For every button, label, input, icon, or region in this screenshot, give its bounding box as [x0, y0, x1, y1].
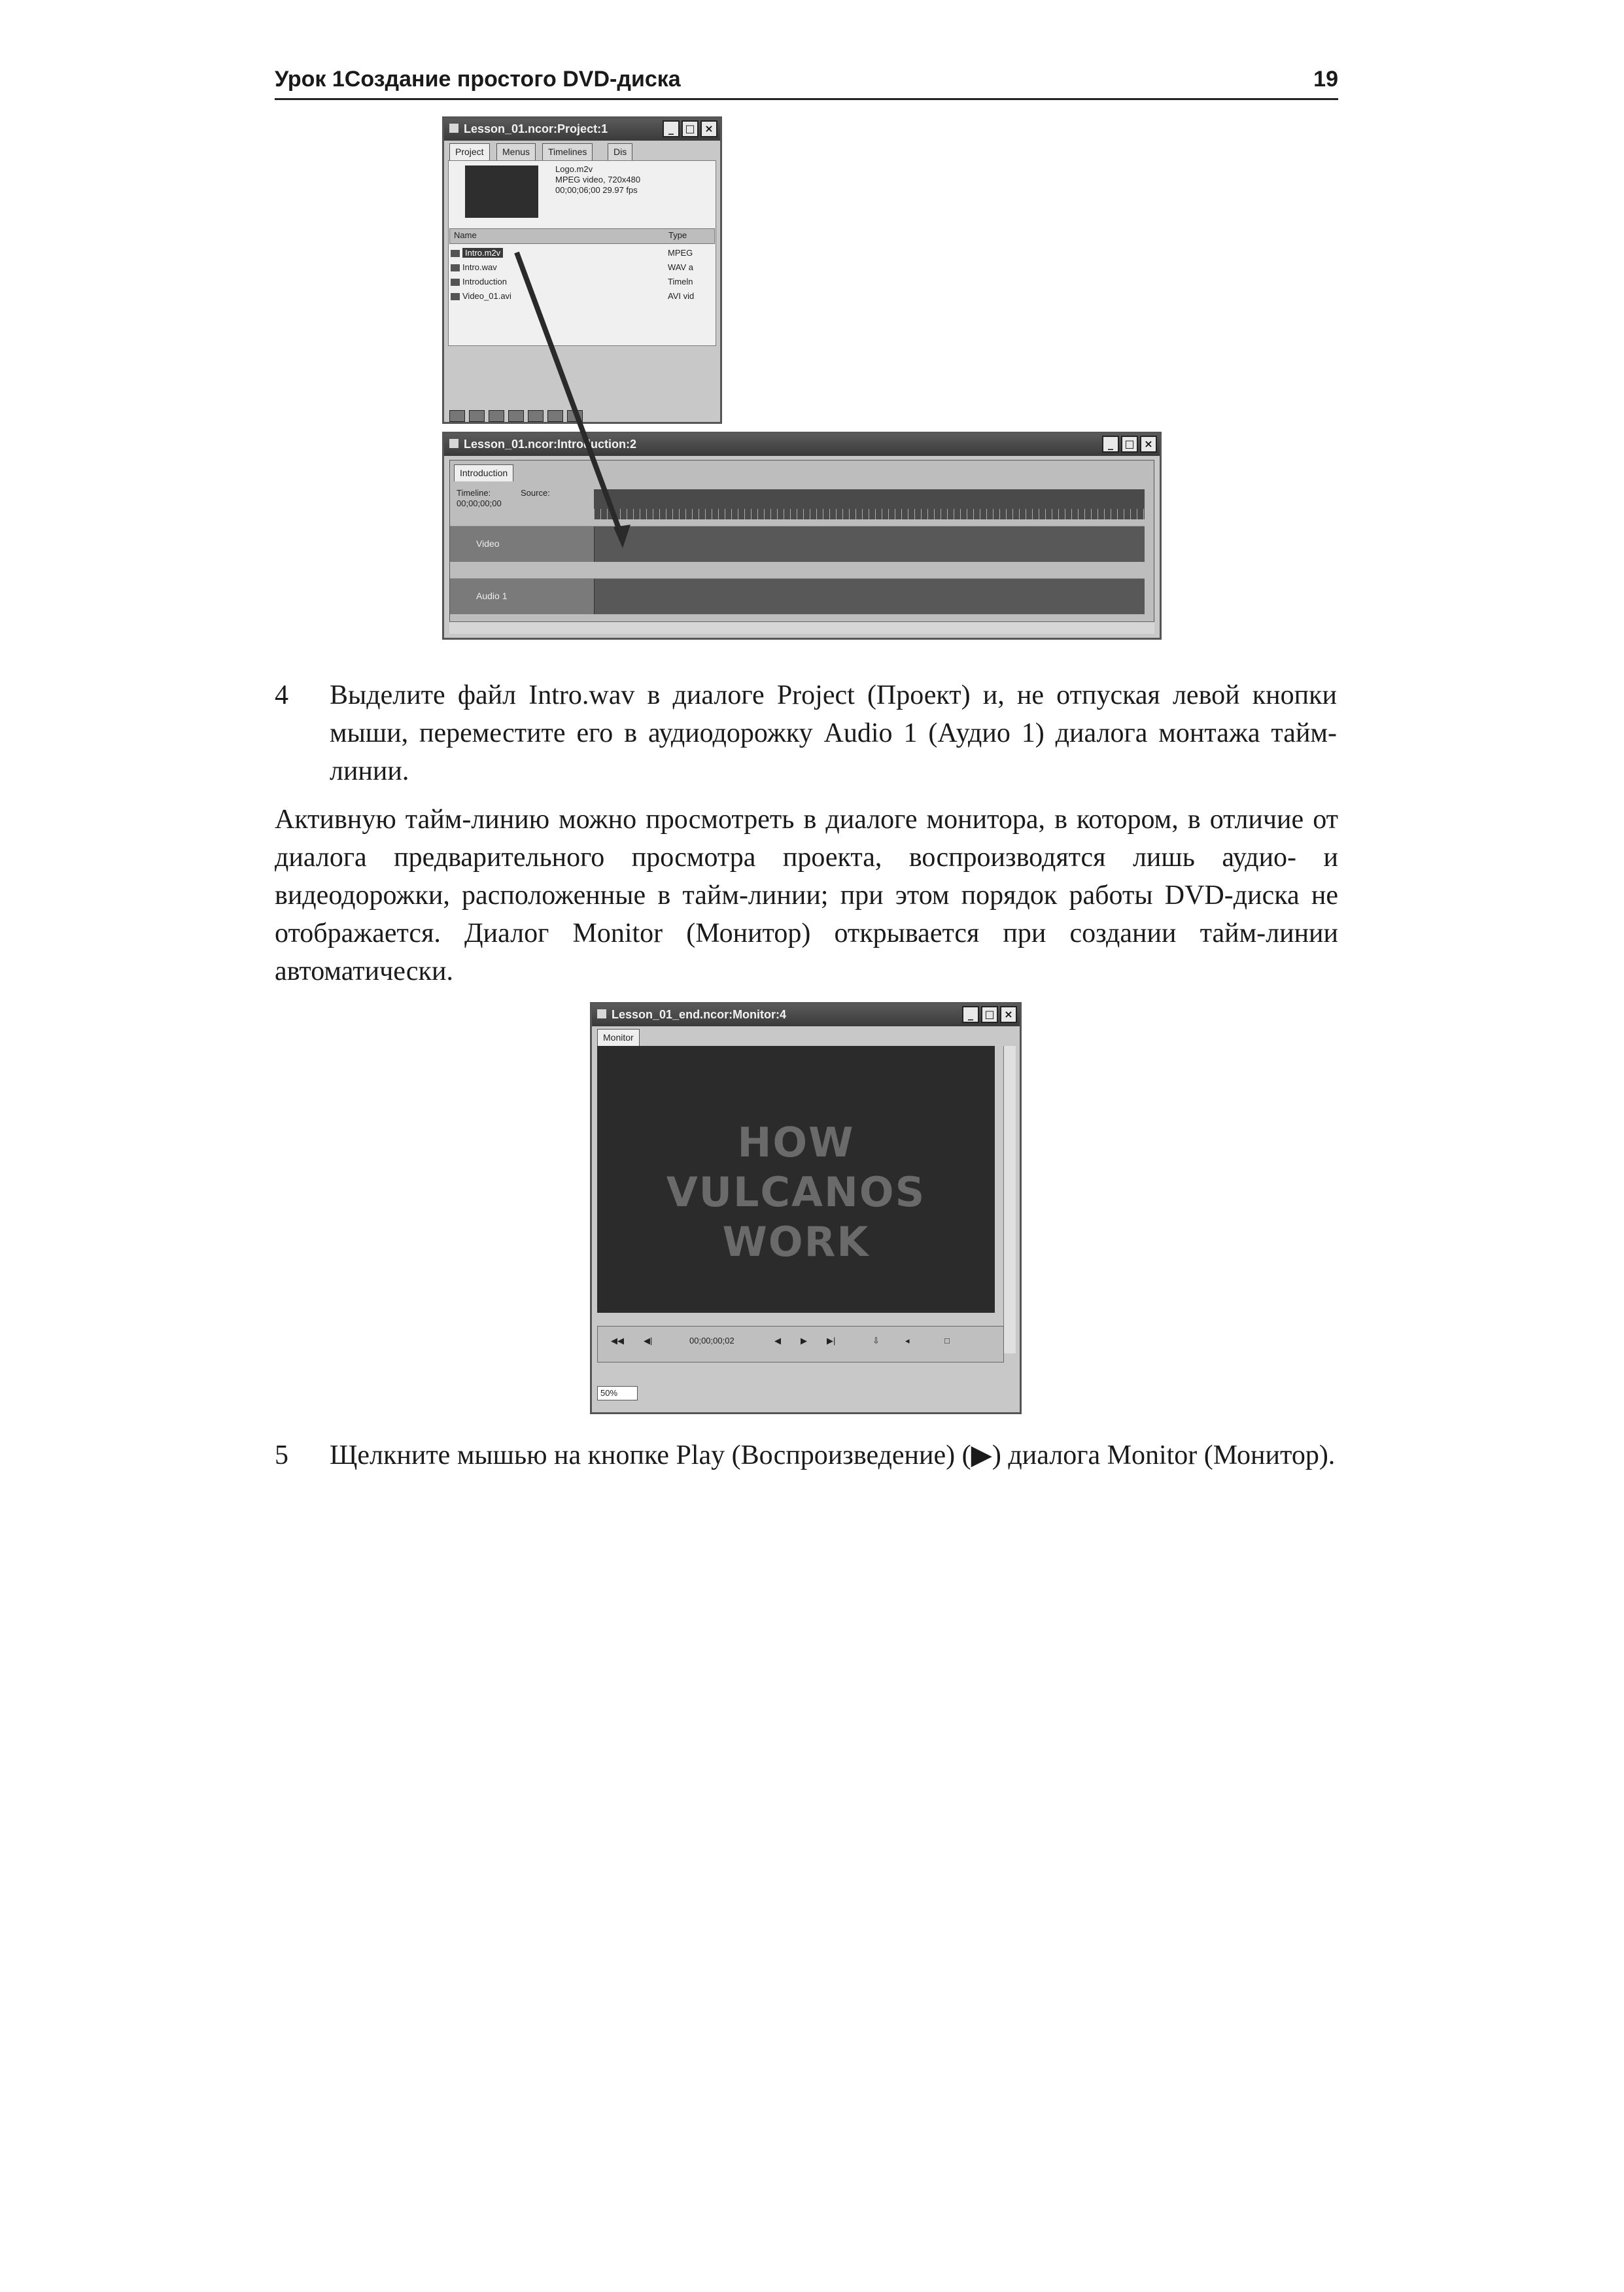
tab-timelines[interactable]: Timelines: [542, 143, 593, 160]
clip-timecode: 00;00;06;00 29.97 fps: [555, 185, 638, 195]
audio-track-label: Audio 1: [476, 591, 508, 601]
monitor-title: Lesson_01_end.ncor:Monitor:4: [612, 1008, 787, 1021]
item-type: Timeln: [668, 277, 693, 286]
step-text: [330, 1436, 1337, 1474]
zoom-select[interactable]: 50%: [597, 1386, 638, 1400]
clip-name: Logo.m2v: [555, 164, 593, 174]
timeline-label: Timeline:: [457, 488, 491, 498]
minimize-icon[interactable]: _: [1102, 436, 1119, 453]
video-text-line: WORK: [722, 1218, 870, 1266]
step-forward-icon[interactable]: ▶|: [827, 1336, 836, 1346]
rewind-icon[interactable]: ◀◀: [611, 1336, 624, 1346]
monitor-window: [590, 1002, 1022, 1414]
close-icon[interactable]: ×: [700, 120, 717, 137]
export-icon[interactable]: □: [944, 1336, 950, 1346]
step-number: 5: [275, 1440, 288, 1470]
column-name[interactable]: Name: [454, 230, 477, 240]
clip-format: MPEG video, 720x480: [555, 175, 641, 184]
monitor-timecode[interactable]: 00;00;00;02: [689, 1336, 734, 1346]
step-text-part: Щелкните мышью на кнопке Play (Воспроизведение): [330, 1440, 956, 1470]
body-paragraph: Активную тайм-линию можно просмотреть в диалоге монитора, в котором, в отличие от диалога предварительного просмотра проекта, воспроизводятся лишь аудио- и видеодорожки, расположенные в тайм-линии; при этом порядок работы DVD-диска не отображается. Диалог Monitor (Монитор) открывается при создании тайм-линии автоматически.: [275, 805, 1338, 986]
tab-menus[interactable]: Menus: [496, 143, 536, 160]
item-type: WAV a: [668, 262, 694, 272]
tab-project[interactable]: Project: [449, 143, 490, 160]
minimize-icon[interactable]: _: [663, 120, 680, 137]
tab-monitor[interactable]: Monitor: [597, 1029, 640, 1046]
close-icon[interactable]: ×: [1140, 436, 1157, 453]
video-track-label: Video: [476, 538, 500, 549]
timeline-title: Lesson_01.ncor:Introduction:2: [464, 438, 637, 451]
item-name: Intro.wav: [462, 262, 497, 272]
item-type: AVI vid: [668, 291, 695, 301]
item-name: Intro.m2v: [462, 248, 503, 258]
timeline-timecode: 00;00;00;00: [457, 498, 502, 508]
video-text-line: HOW: [737, 1119, 855, 1166]
chapter-title: Урок 1Создание простого DVD-диска: [275, 67, 681, 92]
playback-controls: [597, 1326, 1004, 1363]
item-name: Video_01.avi: [462, 291, 511, 301]
monitor-screen: [597, 1046, 995, 1313]
project-title: Lesson_01.ncor:Project:1: [464, 122, 608, 135]
monitor-titlebar: [592, 1004, 1020, 1026]
tab-introduction[interactable]: Introduction: [454, 464, 513, 481]
source-label: Source:: [521, 488, 550, 498]
step-text-part: диалога Monitor (Монитор).: [1008, 1440, 1336, 1470]
app-icon: [597, 1009, 606, 1018]
maximize-icon[interactable]: □: [1121, 436, 1138, 453]
item-name: Introduction: [462, 277, 507, 286]
maximize-icon[interactable]: □: [682, 120, 699, 137]
marker-icon[interactable]: ⇩: [872, 1336, 880, 1346]
play-icon[interactable]: ▶: [801, 1336, 807, 1346]
column-type[interactable]: Type: [668, 230, 687, 240]
step-text: Выделите файл Intro.wav в диалоге Project (Проект) и, не отпуская левой кнопки мыши, переместите его в аудиодорожку Audio 1 (Аудио 1) диалога монтажа тайм-линии.: [330, 680, 1337, 786]
video-title-text: [597, 1118, 995, 1267]
page-number: 19: [1313, 67, 1338, 92]
step-back-icon[interactable]: ◀|: [644, 1336, 653, 1346]
step-4: [275, 676, 1338, 794]
step-back-frame-icon[interactable]: ◀: [774, 1336, 781, 1346]
close-icon[interactable]: ×: [1000, 1006, 1017, 1023]
play-button-icon: (▶): [961, 1440, 1001, 1470]
video-text-line: VULCANOS: [666, 1168, 926, 1216]
step-5: [275, 1436, 1338, 1521]
tab-disc[interactable]: Dis: [608, 143, 632, 160]
maximize-icon[interactable]: □: [981, 1006, 998, 1023]
step-number: 4: [275, 680, 288, 710]
minimize-icon[interactable]: _: [962, 1006, 979, 1023]
item-type: MPEG: [668, 248, 693, 258]
mark-in-icon[interactable]: ◂: [905, 1336, 910, 1346]
vertical-scrollbar[interactable]: [1003, 1046, 1016, 1353]
